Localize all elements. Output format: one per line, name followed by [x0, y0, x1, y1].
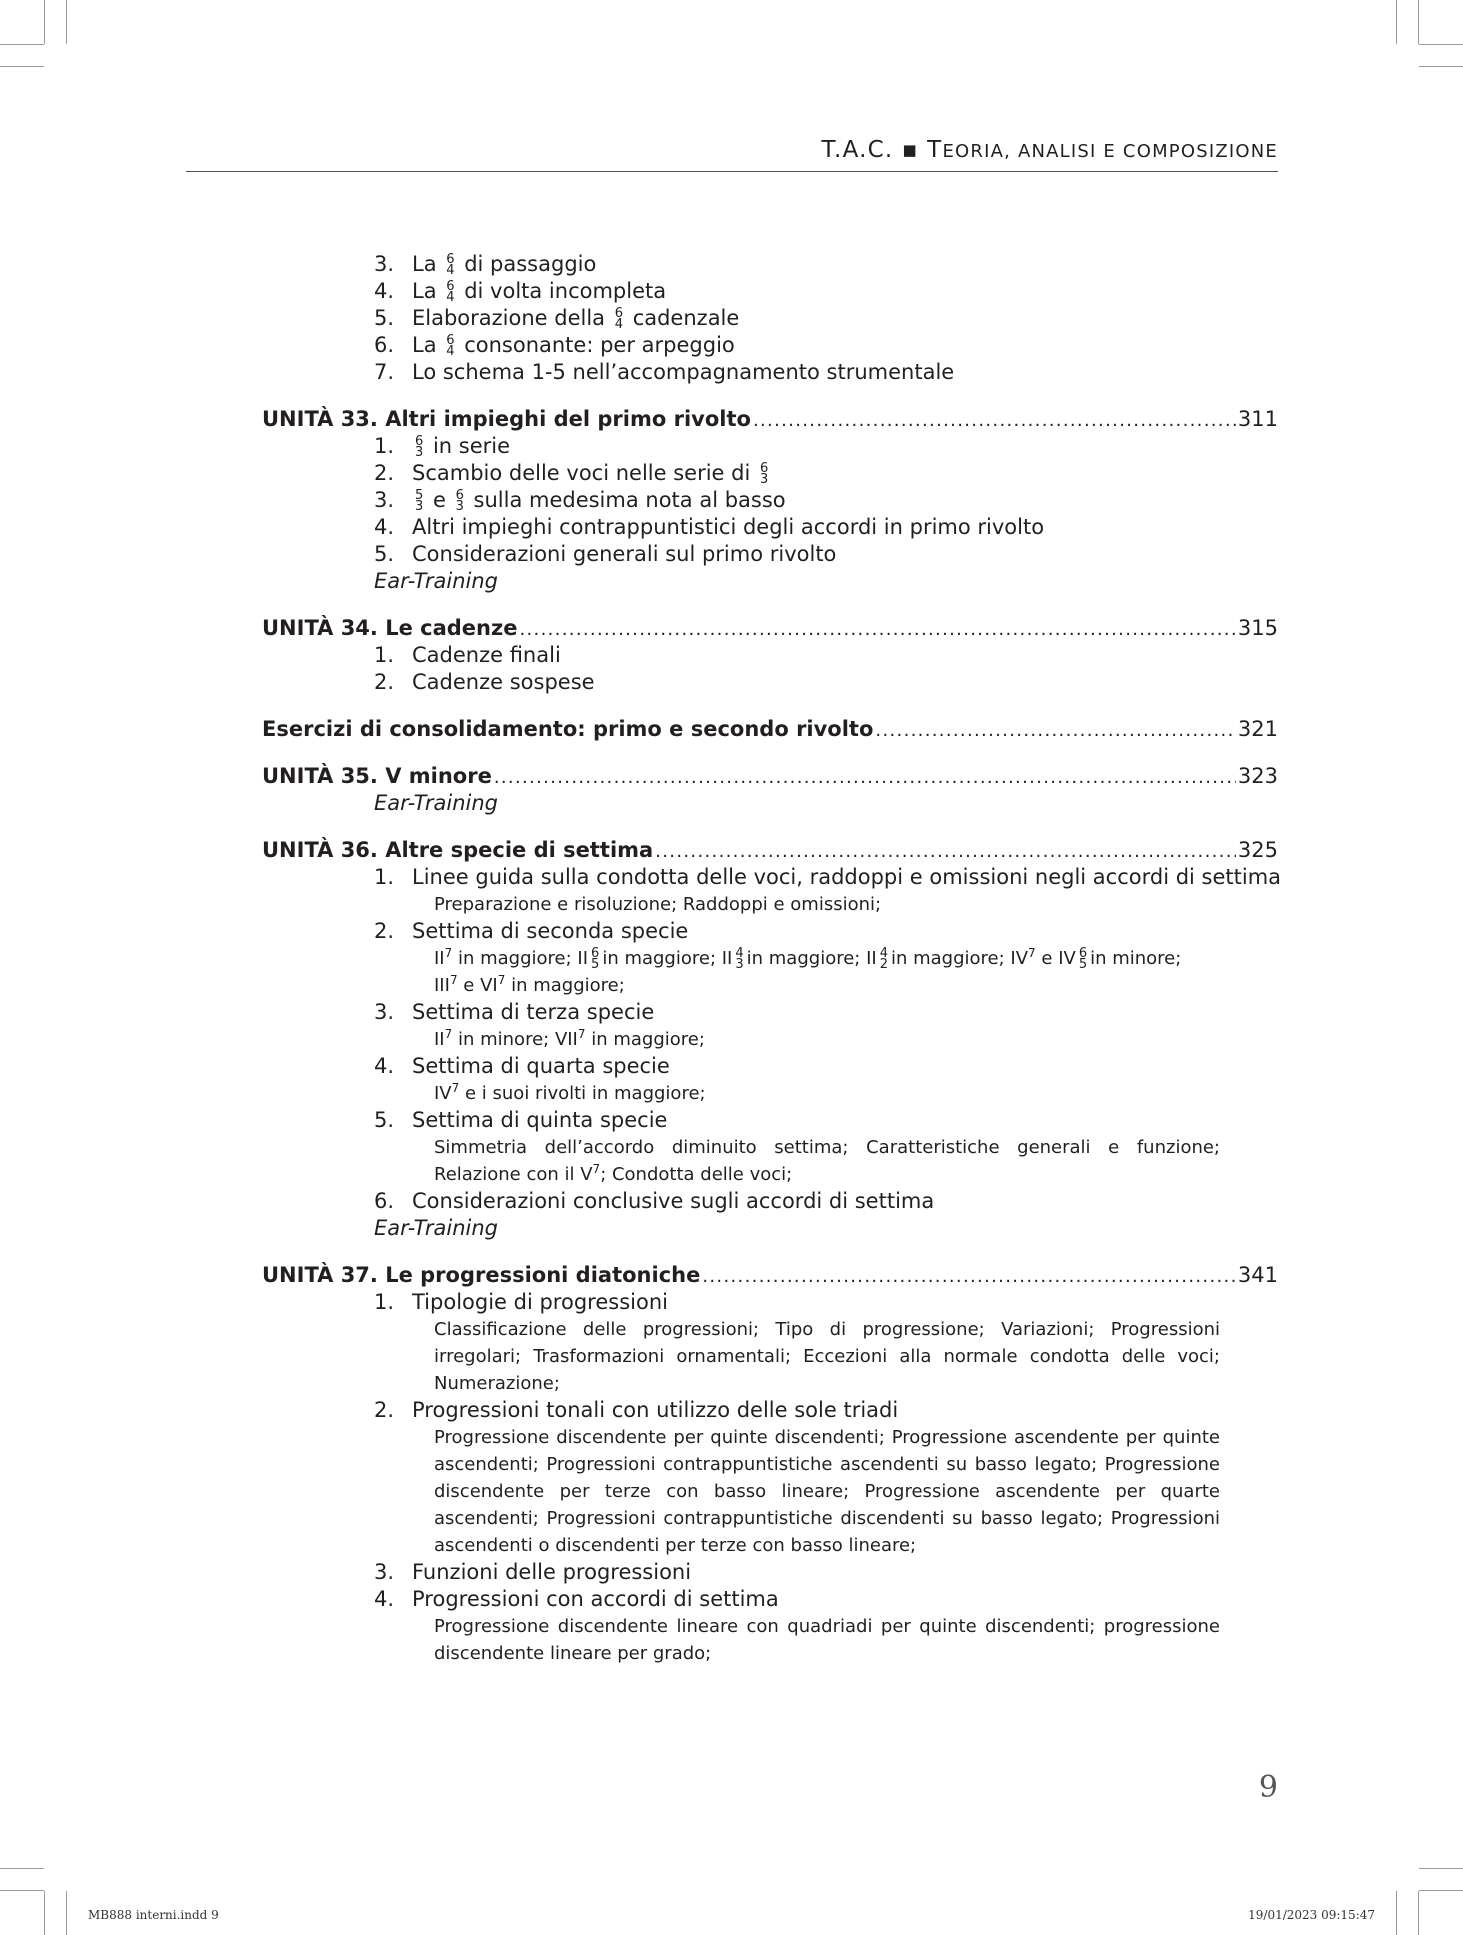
figured-bass: 6 3	[760, 461, 769, 487]
crop-mark	[1419, 1890, 1463, 1891]
crop-mark	[44, 0, 45, 44]
crop-mark	[66, 0, 67, 44]
toc-item: 4. Altri impieghi contrappuntistici degli accordi in primo rivolto	[374, 515, 1045, 539]
toc-subtopics: Classificazione delle progressioni; Tipo di progressione; Variazioni; Progressioni irregolari; Trasformazioni ornamentali; Eccezioni alla normale condotta delle voci; Numerazione;	[434, 1319, 1220, 1394]
figured-bass: 6 3	[415, 434, 424, 460]
crop-mark	[44, 1891, 45, 1935]
toc-item: 3. La 6 4 di passaggio	[374, 252, 597, 278]
figured-bass: 6 4	[614, 306, 624, 332]
toc-subtopics: $IV^7$ e i suoi rivolti in maggiore;	[434, 1081, 706, 1104]
ear-training: Ear-Training	[374, 569, 498, 593]
toc-item: 5. Settima di quinta specie	[374, 1108, 668, 1132]
toc-item: 4. Progressioni con accordi di settima	[374, 1587, 779, 1611]
crop-mark	[0, 1890, 44, 1891]
crop-mark	[1418, 0, 1419, 44]
crop-mark	[0, 66, 44, 67]
figured-bass: 6 4	[446, 279, 455, 305]
header-rule	[186, 171, 1278, 172]
toc-unit-37[interactable]: UNITÀ 37. Le progressioni diatoniche . . . 341	[262, 1262, 1278, 1289]
toc-unit-33[interactable]: UNITÀ 33. Altri impieghi del primo rivolto . . . 311	[262, 406, 1278, 433]
toc-unit-34[interactable]: UNITÀ 34. Le cadenze . . . 315	[262, 615, 1278, 642]
slug-date: 19/01/2023 09:15:47	[1248, 1908, 1375, 1922]
toc-esercizi[interactable]: Esercizi di consolidamento: primo e secondo rivolto . . . 321	[262, 716, 1278, 743]
figured-bass: 6 4	[446, 333, 455, 359]
crop-mark	[1419, 44, 1463, 45]
toc-item: 2. Cadenze sospese	[374, 670, 595, 694]
toc-item: 4. Settima di quarta specie	[374, 1054, 670, 1078]
crop-mark	[1418, 1891, 1419, 1935]
running-header: T.A.C. ▪ TEORIA, ANALISI E COMPOSIZIONE	[821, 137, 1278, 163]
crop-mark	[1396, 0, 1397, 44]
ear-training: Ear-Training	[374, 1216, 498, 1240]
toc-item: 1. Cadenze finali	[374, 643, 561, 667]
toc-subtopics: Preparazione e risoluzione; Raddoppi e omissioni;	[434, 894, 882, 915]
toc-item: 6. Considerazioni conclusive sugli accordi di settima	[374, 1189, 935, 1213]
figured-bass: 5 3	[415, 488, 424, 514]
toc-subtopics: $II^7$ in maggiore; II 6 5 in maggiore; II 4 3 in maggiore; II 4 2 in maggiore; $IV^7$ e IV 6 5 in minore; III$^7$ e $VI^7$ in maggiore;	[434, 946, 1182, 996]
toc-item: 3. Funzioni delle progressioni	[374, 1560, 692, 1584]
toc-item: 7. Lo schema 1-5 nell’accompagnamento strumentale	[374, 360, 955, 384]
crop-mark	[1419, 66, 1463, 67]
toc-subtopics: Progressione discendente per quinte discendenti; Progressione ascendente per quinte ascendenti; Progressioni contrappuntistiche ascendenti su basso legato; Progressione discendente per terze con basso lineare; Progressione ascendente per quarte ascendenti; Progressioni contrappuntistiche discendenti su basso legato; Progressioni ascendenti o discendenti per terze con basso lineare;	[434, 1427, 1220, 1556]
toc-item: 5. Elaborazione della 6 4 cadenzale	[374, 306, 740, 332]
toc-item: 4. La 6 4 di volta incompleta	[374, 279, 667, 305]
toc-unit-36[interactable]: UNITÀ 36. Altre specie di settima . . . 325	[262, 837, 1278, 864]
figured-bass: 6 3	[455, 488, 464, 514]
crop-mark	[0, 44, 44, 45]
toc-item: 1. 6 3 in serie	[374, 434, 511, 460]
toc-unit-35[interactable]: UNITÀ 35. V minore . . . 323	[262, 763, 1278, 790]
crop-mark	[1419, 1868, 1463, 1869]
page-number: 9	[1258, 1770, 1278, 1805]
toc-item: 2. Scambio delle voci nelle serie di 6 3	[374, 461, 769, 487]
crop-mark	[0, 1868, 44, 1869]
table-of-contents	[262, 251, 1282, 1667]
toc-item: 1. Tipologie di progressioni	[374, 1290, 668, 1314]
toc-item: 2. Settima di seconda specie	[374, 919, 689, 943]
crop-mark	[66, 1891, 67, 1935]
toc-subtopics: Simmetria dell’accordo diminuito settima; Caratteristiche generali e funzione; Relazione con il $V^7$; Condotta delle voci;	[434, 1137, 1220, 1185]
toc-item: 3. Settima di terza specie	[374, 1000, 655, 1024]
figured-bass: 6 4	[446, 252, 455, 278]
toc-item: 1. Linee guida sulla condotta delle voci, raddoppi e omissioni negli accordi di settima	[374, 865, 1282, 889]
toc-item: 2. Progressioni tonali con utilizzo delle sole triadi	[374, 1398, 899, 1422]
ear-training: Ear-Training	[374, 791, 498, 815]
toc-item: 5. Considerazioni generali sul primo rivolto	[374, 542, 837, 566]
toc-item: 6. La 6 4 consonante: per arpeggio	[374, 333, 735, 359]
toc-subtopics: Progressione discendente lineare con quadriadi per quinte discendenti; progressione discendente lineare per grado;	[434, 1616, 1220, 1664]
crop-mark	[1396, 1891, 1397, 1935]
slug-file: MB888 interni.indd 9	[88, 1908, 219, 1922]
toc-subtopics: $II^7$ in minore; VII$^7$ in maggiore;	[434, 1027, 705, 1050]
toc-item: 3. 5 3 e 6 3 sulla medesima nota al basso	[374, 488, 786, 514]
